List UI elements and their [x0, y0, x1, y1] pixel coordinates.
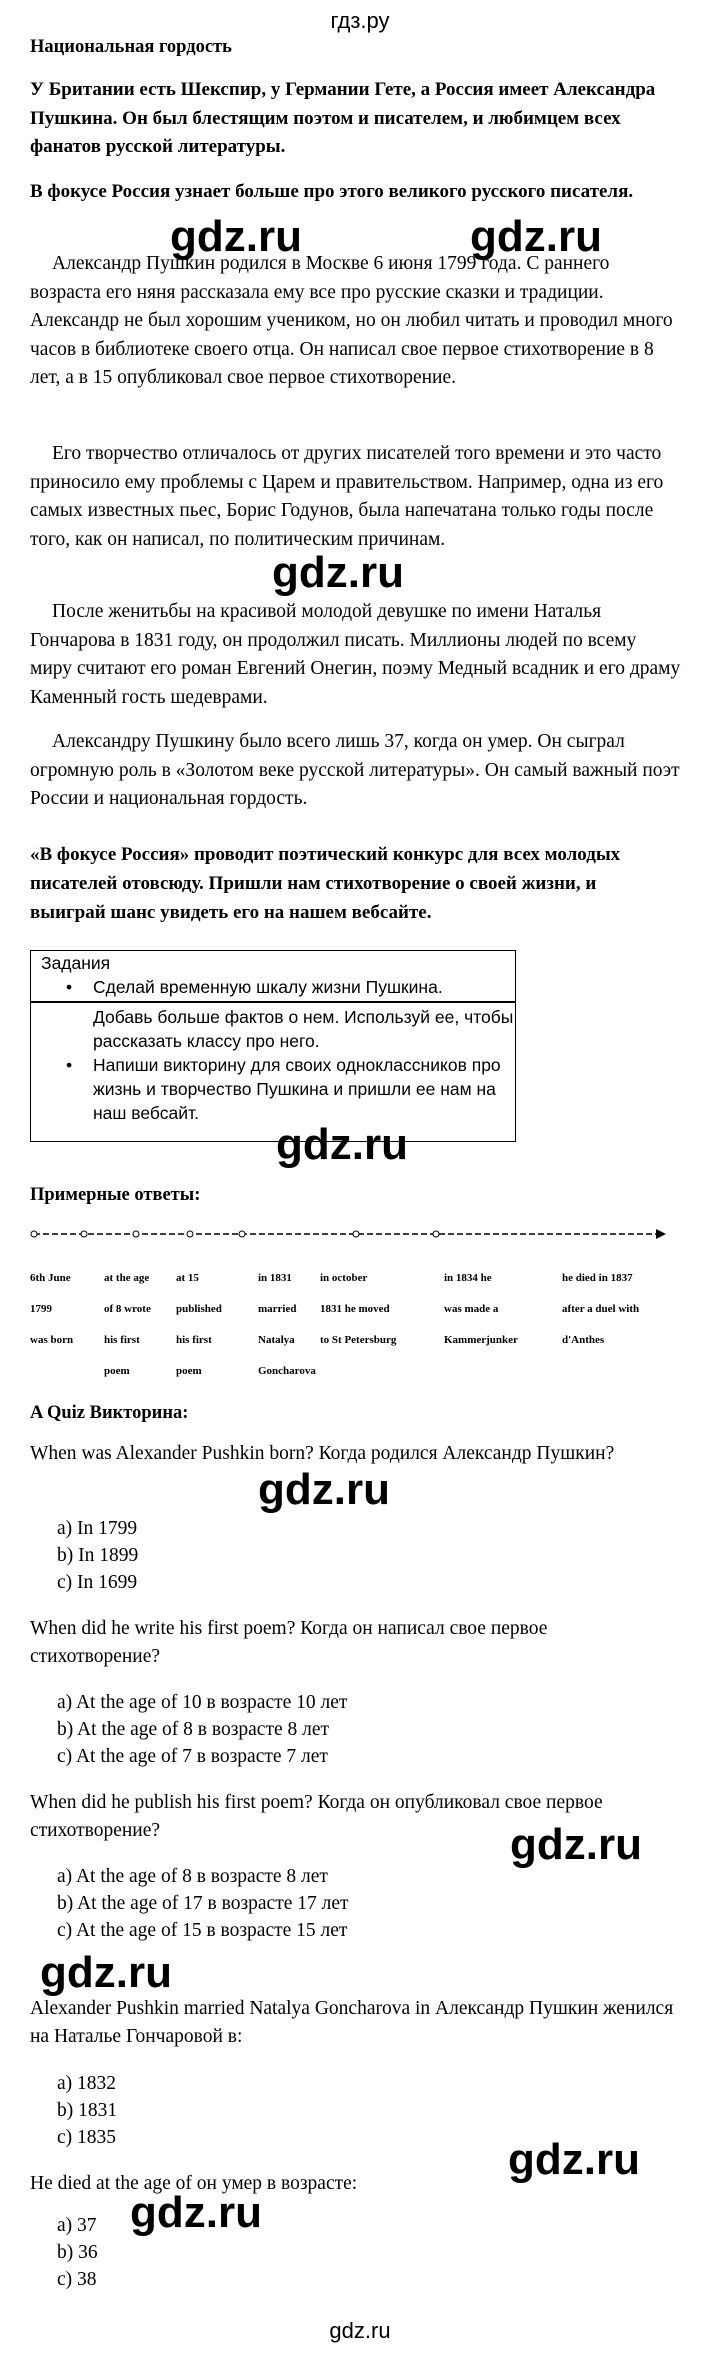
- tasks-box-top: [30, 950, 516, 1002]
- watermark: gdz.ru: [510, 1820, 642, 1869]
- watermark: gdz.ru: [40, 1948, 172, 1997]
- quiz-option: b) 36: [57, 2242, 98, 2263]
- quiz-question-4: Alexander Pushkin married Natalya Goncharova in Александр Пушкин женился на Наталье Гончаровой в:: [30, 1998, 674, 2047]
- quiz-option: a) 1832: [57, 2073, 117, 2094]
- task-item-1: • Сделай временную шкалу жизни Пушкина.: [93, 975, 515, 999]
- timeline-label: in october 1831 he moved to St Petersburg: [320, 1272, 397, 1346]
- page-title: Национальная гордость: [30, 37, 232, 57]
- quiz-question-2: When did he write his first poem? Когда он написал свое первое стихотворение?: [30, 1618, 548, 1667]
- timeline-label: 6th June 1799 was born: [30, 1272, 74, 1346]
- quiz-option: a) In 1799: [57, 1518, 138, 1539]
- watermark: gdz.ru: [258, 1465, 390, 1514]
- quiz-option: c) In 1699: [57, 1572, 138, 1593]
- timeline-label: in 1831 married Natalya Goncharova: [258, 1272, 316, 1377]
- focus-line: В фокусе Россия узнает больше про этого великого русского писателя.: [30, 181, 634, 202]
- quiz-heading: A Quiz Викторина:: [30, 1403, 189, 1423]
- quiz-option: c) At the age of 7 в возрасте 7 лет: [57, 1746, 328, 1767]
- answers-heading: Примерные ответы:: [30, 1185, 201, 1205]
- paragraph-2: Его творчество отличалось от других писателей того времени и это часто приносило ему проблемы с Царем и правительством. Например, одна из его самых известных пьес, Борис Годунов, была напечатана только годы после того, как он написал, по политическим причинам.: [30, 443, 664, 550]
- tasks-box-bottom: [30, 1002, 516, 1142]
- paragraph-3: После женитьбы на красивой молодой девушке по имени Наталья Гончарова в 1831 году, он продолжил писать. Миллионы людей по всему миру считают его роман Евгений Онегин, поэму Медный всадник и его драму Каменный гость шедеврами.: [30, 601, 681, 708]
- paragraph-1: Александр Пушкин родился в Москве 6 июня 1799 года. С раннего возраста его няня рассказала ему все про русские сказки и традиции. Александр не был хорошим учеником, но он любил читать и проводил много часов в библиотеке своего отца. Он написал свое первое стихотворение в 8 лет, а в 15 опубликовал свое первое стихотворение.: [30, 253, 673, 388]
- quiz-option: a) 37: [57, 2215, 97, 2236]
- quiz-question-5: He died at the age of он умер в возрасте:: [30, 2173, 358, 2194]
- task-item-2: • Напиши викторину для своих одноклассников про жизнь и творчество Пушкина и пришли ее нам на наш вебсайт.: [93, 1053, 515, 1125]
- timeline-point: [81, 1231, 87, 1237]
- intro-text: У Британии есть Шекспир, у Германии Гете, а Россия имеет Александра Пушкина. Он был блестящим поэтом и писателем, и любимцем всех фанатов русской литературы.: [30, 79, 656, 157]
- timeline-point: [133, 1231, 139, 1237]
- timeline-label: he died in 1837 after a duel with d'Anthes: [562, 1272, 640, 1346]
- timeline-point: [353, 1231, 359, 1237]
- quiz-question-3: When did he publish his first poem? Когда он опубликовал свое первое стихотворение?: [30, 1792, 603, 1841]
- watermark: gdz.ru: [170, 212, 302, 261]
- timeline-point: [433, 1231, 439, 1237]
- paragraph-4: Александру Пушкину было всего лишь 37, когда он умер. Он сыграл огромную роль в «Золотом веке русской литературы». Он самый важный поэт России и национальная гордость.: [30, 731, 680, 809]
- timeline-point: [187, 1231, 193, 1237]
- quiz-option: c) 1835: [57, 2127, 117, 2148]
- site-header: гдз.ру: [330, 8, 390, 33]
- watermark: gdz.ru: [470, 212, 602, 261]
- page-footer: gdz.ru: [329, 2318, 391, 2343]
- timeline-label: at the age of 8 wrote his first poem: [104, 1272, 151, 1377]
- task-item-1-cont: Добавь больше фактов о нем. Используй ее, чтобы рассказать классу про него.: [93, 1007, 514, 1051]
- timeline-arrow: [656, 1229, 666, 1239]
- quiz-option: b) 1831: [57, 2100, 118, 2121]
- quiz-option: c) 38: [57, 2269, 97, 2290]
- watermark: gdz.ru: [272, 548, 404, 597]
- watermark: gdz.ru: [508, 2135, 640, 2184]
- timeline-point: [31, 1231, 37, 1237]
- quiz-option: a) At the age of 8 в возрасте 8 лет: [57, 1866, 328, 1887]
- quiz-option: c) At the age of 15 в возрасте 15 лет: [57, 1920, 348, 1941]
- contest-text: «В фокусе Россия» проводит поэтический конкурс для всех молодых писателей отовсюду. Пришли нам стихотворение о своей жизни, и выиграй шанс увидеть его на нашем вебсайте.: [30, 844, 621, 923]
- quiz-option: a) At the age of 10 в возрасте 10 лет: [57, 1692, 348, 1713]
- quiz-question-1: When was Alexander Pushkin born? Когда родился Александр Пушкин?: [30, 1443, 615, 1464]
- timeline-point: [239, 1231, 245, 1237]
- watermark: gdz.ru: [130, 2188, 262, 2237]
- quiz-option: b) At the age of 8 в возрасте 8 лет: [57, 1719, 330, 1740]
- timeline-label: in 1834 he was made a Kammerjunker: [444, 1272, 518, 1346]
- tasks-title: Задания: [41, 953, 111, 973]
- timeline-axis: [28, 1220, 668, 1250]
- timeline-label: at 15 published his first poem: [176, 1272, 222, 1377]
- quiz-option: b) In 1899: [57, 1545, 139, 1566]
- watermark: gdz.ru: [276, 1120, 408, 1169]
- quiz-option: b) At the age of 17 в возрасте 17 лет: [57, 1893, 349, 1914]
